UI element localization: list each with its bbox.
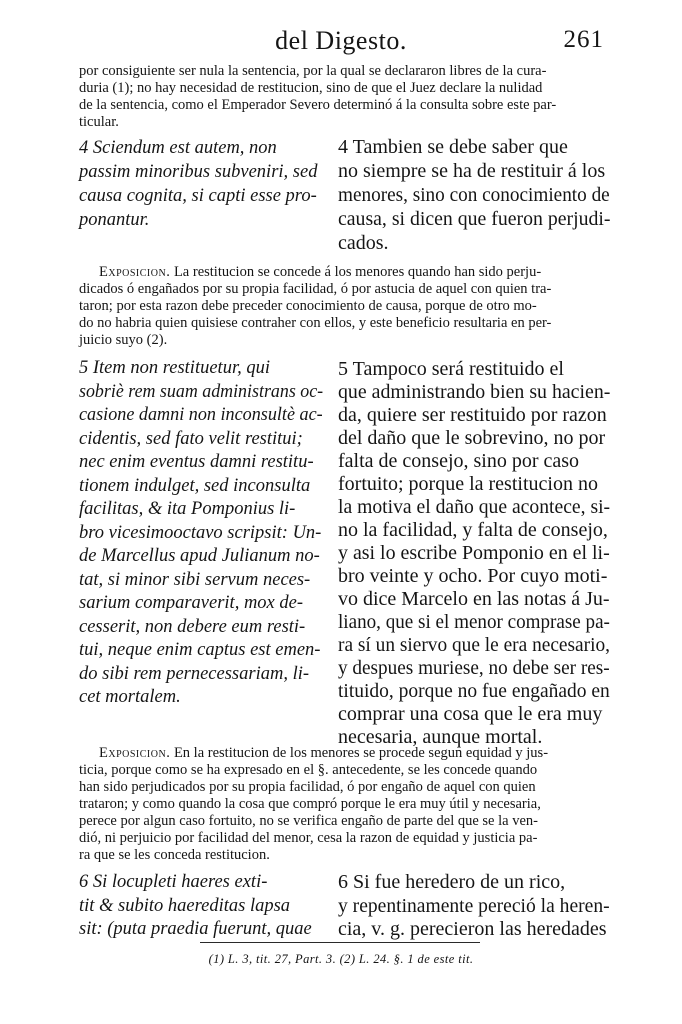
latin-line: bro vicesimooctavo scripsit: Un- [79, 522, 322, 543]
latin-line: cesserit, non debere eum resti- [79, 616, 306, 637]
exposicion-label: Exposicion. [99, 745, 171, 761]
exposicion-line: juicio suyo (2). [79, 332, 168, 348]
exposicion-line: trataron; y como quando la cosa que compró porque le era muy útil y necesaria, [79, 796, 541, 812]
spanish-line: ra sí un siervo que le era necesario, [338, 634, 611, 656]
spanish-line: vo dice Marcelo en las notas á Ju- [338, 588, 610, 610]
exposicion-line: ticia, porque como se ha expresado en el §. antecedente, se les concede quando [79, 762, 538, 778]
latin-line: 5 Item non restituetur, qui [79, 358, 270, 378]
latin-line: nec enim eventus damni restitu- [79, 452, 314, 472]
latin-line: do sibi rem pernecessariam, li- [79, 663, 310, 684]
latin-line: tit & subito haereditas lapsa [79, 895, 291, 916]
exposicion-line [99, 264, 609, 281]
intro-line: duria (1); no hay necesidad de restitucion, sino de que el Juez declare la nulidad [79, 80, 543, 96]
latin-line: cidentis, sed fato velit restitui; [79, 428, 303, 449]
latin-line: sit: (puta praedia fuerunt, quae [79, 919, 312, 939]
spanish-line: cados. [338, 232, 389, 254]
spanish-line: no siempre se ha de restituir á los [338, 160, 606, 182]
intro-line: por consiguiente ser nula la sentencia, por la qual se declararon libres de la cura- [79, 63, 547, 79]
exposicion-line: taron; por esta razon debe preceder conocimiento de causa, porque de otro mo- [79, 298, 537, 314]
spanish-line: causa, si dicen que fueron perjudi- [338, 208, 611, 230]
latin-line: tionem indulget, sed inconsulta [79, 475, 311, 496]
latin-line: tat, si minor sibi servum neces- [79, 569, 311, 590]
intro-line: de la sentencia, como el Emperador Severo determinó á la consulta sobre este par- [79, 97, 557, 113]
spanish-line: que administrando bien su hacien- [338, 381, 611, 403]
exposicion-line: dicados ó engañados por su propia facilidad, ó por astucia de aquel con quien tra- [79, 281, 552, 297]
spanish-line: liano, que si el menor comprase pa- [338, 611, 610, 633]
footnote-rule [200, 942, 480, 943]
exposicion-line: do no habria quien quisiese contraher con ellos, y este beneficio resultaria en per- [79, 315, 552, 331]
latin-line: sobriè rem suam administrans oc- [79, 381, 324, 402]
spanish-line: y despues muriese, no debe ser res- [338, 657, 610, 679]
exposicion-text: En la restitucion de los menores se procede segun equidad y jus- [170, 745, 549, 761]
latin-line: ponantur. [79, 210, 150, 230]
spanish-line: la motiva el daño que acontece, si- [338, 496, 611, 518]
spanish-line: y asi lo escribe Pomponio en el li- [338, 542, 610, 564]
spanish-line: 5 Tampoco será restituido el [338, 358, 564, 380]
spanish-line: 4 Tambien se debe saber que [338, 136, 568, 158]
spanish-line: comprar una cosa que le era muy [338, 703, 603, 725]
latin-line: 6 Si locupleti haeres exti- [79, 872, 268, 892]
exposicion-label: Exposicion. [99, 264, 171, 280]
latin-line: cet mortalem. [79, 687, 181, 707]
latin-line: 4 Sciendum est autem, non [79, 138, 277, 158]
spanish-line: y repentinamente pereció la heren- [338, 894, 610, 917]
exposicion-line: ra que se les conceda restitucion. [79, 847, 270, 863]
exposicion-text: La restitucion se concede á los menores quando han sido perju- [170, 264, 542, 280]
spanish-line: fortuito; porque la restitucion no [338, 473, 598, 495]
latin-line: passim minoribus subveniri, sed [79, 162, 318, 182]
spanish-line: no la facilidad, y falta de consejo, [338, 519, 608, 541]
latin-line: facilitas, & ita Pomponius li- [79, 499, 296, 519]
intro-line: ticular. [79, 114, 119, 130]
spanish-line: tituido, porque no fue engañado en [338, 680, 610, 702]
latin-line: causa cognita, si capti esse pro- [79, 186, 317, 206]
page-number: 261 [563, 26, 604, 53]
spanish-line: bro veinte y ocho. Por cuyo moti- [338, 565, 608, 587]
spanish-line: cia, v. g. perecieron las heredades [338, 918, 607, 940]
footnote: (1) L. 3, tit. 27, Part. 3. (2) L. 24. §. 1 de este tit. [208, 952, 474, 966]
exposicion-line: han sido perjudicados por su propia facilidad, ó por engaño de aquel con quien [79, 779, 536, 795]
spanish-line: da, quiere ser restituido por razon [338, 404, 607, 426]
spanish-line: del daño que le sobrevino, no por [338, 427, 606, 449]
spanish-line: necesaria, aunque mortal. [338, 726, 543, 748]
exposicion-line: dió, ni perjuicio por facilidad del menor, cesa la razon de equidad y justicia pa- [79, 830, 538, 846]
exposicion-line [99, 745, 609, 762]
spanish-line: menores, sino con conocimiento de [338, 184, 610, 206]
exposicion-line: perece por algun caso fortuito, no se verifica engaño de parte del que se la ven- [79, 813, 538, 829]
latin-line: tui, neque enim captus est emen- [79, 640, 321, 660]
page-header [0, 26, 682, 56]
latin-line: sarium comparaverit, mox de- [79, 593, 304, 613]
latin-line: casione damni non inconsultè ac- [79, 405, 323, 425]
latin-line: de Marcellus apud Julianum no- [79, 546, 320, 566]
spanish-line: falta de consejo, sino por caso [338, 450, 580, 472]
spanish-line: 6 Si fue heredero de un rico, [338, 871, 566, 893]
running-title: del Digesto. [275, 26, 407, 55]
